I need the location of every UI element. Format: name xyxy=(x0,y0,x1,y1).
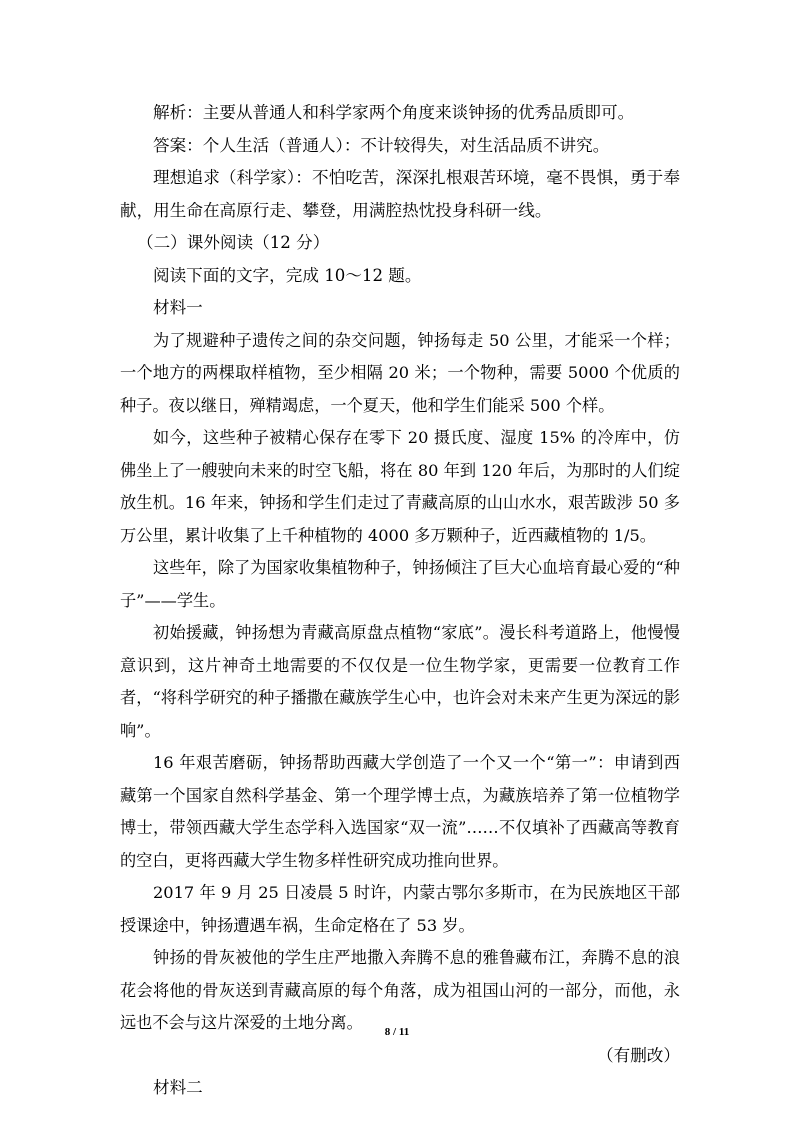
answer-line: 答案：个人生活（普通人）：不计较得失，对生活品质不讲究。 xyxy=(153,135,610,155)
material1-label: 材料一 xyxy=(153,298,203,317)
ideal-line: 理想追求（科学家）：不怕吃苦，深深扎根艰苦环境，毫不畏惧，勇于奉献，用生命在高原行走、攀登，用满腔热忱投身科研一线。 xyxy=(120,168,680,220)
reading-instruction: 阅读下面的文字，完成 10～12 题。 xyxy=(153,265,422,285)
material1-paragraph: 为了规避种子遗传之间的杂交问题，钟扬每走 50 公里，才能采一个样；一个地方的两棵取样植物，至少相隔 20 米；一个物种，需要 5000 个优质的种子。夜以继日，殚精竭虑，一个夏天，他和学生们能采 500 个样。 xyxy=(120,330,680,415)
revision-note: （有删改） xyxy=(597,1045,680,1065)
section-heading: （二）课外阅读（12 分） xyxy=(137,233,330,252)
material1-paragraph: 初始援藏，钟扬想为青藏高原盘点植物“家底”。漫长科考道路上，他慢慢意识到，这片神奇土地需要的不仅仅是一位生物学家，更需要一位教育工作者，“将科学研究的种子播撒在藏族学生心中，也许会对未来产生更为深远的影响”。 xyxy=(120,623,680,740)
material1-paragraph: 2017 年 9 月 25 日凌晨 5 时许，内蒙古鄂尔多斯市，在为民族地区干部授课途中，钟扬遭遇车祸，生命定格在了 53 岁。 xyxy=(120,883,680,935)
material1-paragraph: 这些年，除了为国家收集植物种子，钟扬倾注了巨大心血培育最心爱的“种子”——学生。 xyxy=(120,558,680,610)
material1-paragraph: 钟扬的骨灰被他的学生庄严地撒入奔腾不息的雅鲁藏布江，奔腾不息的浪花会将他的骨灰送到青藏高原的每个角落，成为祖国山河的一部分，而他，永远也不会与这片深爱的土地分离。 xyxy=(120,948,680,1032)
material2-label: 材料二 xyxy=(153,1078,203,1097)
page-number: 8 / 11 xyxy=(384,1026,410,1038)
page-content xyxy=(120,97,680,1105)
material1-paragraph: 16 年艰苦磨砺，钟扬帮助西藏大学创造了一个又一个“第一”：申请到西藏第一个国家自然科学基金、第一个理学博士点，为藏族培养了第一位植物学博士，带领西藏大学生态学科入选国家“双一流”……不仅填补了西藏高等教育的空白，更将西藏大学生物多样性研究成功推向世界。 xyxy=(120,753,680,870)
material1-paragraph: 如今，这些种子被精心保存在零下 20 摄氏度、湿度 15% 的冷库中，仿佛坐上了一艘驶向未来的时空飞船，将在 80 年到 120 年后，为那时的人们绽放生机。16 年来，钟扬和学生们走过了青藏高原的山山水水，艰苦跋涉 50 多万公里，累计收集了上千种植物的 4000 多万颗种子，近西藏植物的 1/5。 xyxy=(120,428,680,545)
analysis-line: 解析：主要从普通人和科学家两个角度来谈钟扬的优秀品质即可。 xyxy=(153,103,635,122)
